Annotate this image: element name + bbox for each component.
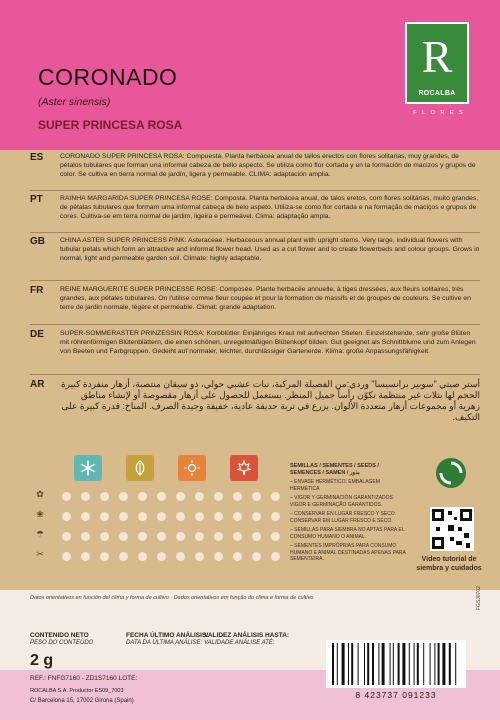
calendar-dot (252, 552, 261, 561)
calendar-dot (138, 552, 147, 561)
calendar-dot (138, 512, 147, 521)
calendar-dot (271, 552, 280, 561)
barcode-bar (382, 643, 385, 685)
calendar-dot (100, 532, 109, 541)
barcode-bar (337, 643, 338, 685)
calendar-dot (233, 492, 242, 501)
calendar-dot (157, 512, 166, 521)
calendar-dot (195, 532, 204, 541)
barcode-bar (430, 643, 431, 685)
calendar-dot (119, 512, 128, 521)
barcode-bar (378, 643, 379, 685)
side-code: FGSJ0702 (476, 586, 482, 610)
barcode-bar (332, 643, 334, 685)
leaf-icon (126, 455, 154, 481)
green-dot-recycle-icon (436, 458, 466, 488)
barcode-bar (398, 643, 400, 685)
calendar-dot (62, 512, 71, 521)
lang-description: أستر صيني "سوبير برانسيسا" وردي:من الفصيلة المركبة، نبات عشبي حولي، ذو سيقان منتصبة، أزهار منفردة كبيرة الحجم لها بتلات غير منتظمة تكوّن رأساً جميل المنظر. يستعمل للحصول على أزهار مقصوصة أو لإنشاء مناطق زهرية أو مجموعات أزهار متعددة الألوان. يزرع في تربة حديقة عادية، خفيفة وجيدة الصرف. المناخ: قدرة كبيرة على التكيف. (60, 379, 480, 422)
calendar-dot (252, 512, 261, 521)
calendar-dot (271, 492, 280, 501)
divider (30, 190, 480, 191)
lang-code: PT (30, 194, 43, 205)
calendar-dot (157, 552, 166, 561)
calendar-dot (195, 492, 204, 501)
lang-code: DE (30, 329, 44, 340)
barcode-bar (409, 643, 410, 685)
barcode-bar (442, 643, 445, 685)
latin-name: (Aster sinensis) (38, 96, 111, 108)
barcode-bar (390, 643, 391, 685)
calendar-dot (100, 512, 109, 521)
barcode-bar (367, 643, 369, 685)
qr-label (404, 555, 494, 573)
logo-letter: R (421, 31, 453, 82)
qr-code[interactable] (430, 507, 474, 551)
barcode-bar (455, 643, 456, 685)
logo-tagline: F L O R E S (413, 110, 465, 116)
calendar-dot (214, 552, 223, 561)
barcode-bar (372, 643, 374, 685)
validity-label: VALIDEZ ANÁLISIS HASTA: (204, 632, 290, 639)
barcode-bar (438, 643, 440, 685)
seed-info-line: – CONSERVAR EN LUGAR FRESCO Y SECO. CONSERVAR EM LUGAR FRESCO E SECO. (290, 511, 397, 524)
barcode-bar (364, 643, 365, 685)
qr-label-line: Vídeo tutorial de (421, 556, 477, 563)
calendar-dot (176, 512, 185, 521)
calendar-dot (62, 532, 71, 541)
calendar-dot (233, 532, 242, 541)
calendar-dot (62, 492, 71, 501)
product-title: CORONADO (38, 64, 178, 90)
barcode-bar (402, 643, 405, 685)
calendar-dot (138, 492, 147, 501)
maple-leaf-icon (230, 455, 258, 481)
barcode-number: 8 423737 091233 (355, 690, 437, 700)
qr-label-line: siembra y cuidados (416, 565, 482, 572)
calendar-dot (271, 532, 280, 541)
lang-description: CHINA ASTER SUPER PRINCESS PINK: Asteraceae. Herbaceous annual plant with upright stems. Very large, individual flowers with tubular petals which form an attractive and informal flower head. Used as a cut flower and to create flowerbeds and colour groups. Grows in normal, light and permeable garden soil. Climate: highly adaptable. (60, 237, 480, 262)
barcode-bar (434, 643, 435, 685)
barcode-bar (351, 643, 353, 685)
sun-icon (178, 455, 206, 481)
lang-code: ES (30, 152, 44, 163)
calendar-dot (233, 512, 242, 521)
lang-description: REINE MARGUERITE SUPER PRINCESSE ROSE: Composée. Plante herbacée annuelle, à tiges dressées, aux fleurs solitaires, très grandes, aux pétales tubulaires. On l'utilise comme fleur coupée et pour la formation de massifs et de groupes de couleurs. Se cultive en terre de jardin normale, légère et perméable. Climat: grande adaptation. (60, 286, 471, 311)
snowflake-icon (74, 455, 102, 481)
lang-description: CORONADO SUPER PRINCESA ROSA: Compuesta. Planta herbácea anual de tallos erectos con flores solitarias, muy grandes, de pétalos tubulares que forman una informal cabeza de bello aspecto. Se utiliza como flor cortada y en la formación de macizos y grupos de color. Se cultiva en tierra normal de jardín, ligera y permeable. CLIMA: adaptación amplia. (60, 153, 476, 178)
barcode-bar (342, 643, 345, 685)
calendar-dot (176, 492, 185, 501)
divider (30, 324, 480, 325)
calendar-dot (252, 532, 261, 541)
lang-code: GB (30, 236, 45, 247)
transplant-icon: ❀ (36, 509, 44, 519)
company-address: C/ Barcelona 15, 17002 Girona (Spain) (30, 698, 134, 704)
barcode-bar (423, 643, 424, 685)
calendar-dot (176, 532, 185, 541)
seed-info-line: – SEMENTES IMPRÓPRIAS PARA CONSUMO HUMANO E ANIMAL DESTINADAS APENAS PARA SEMENTEIRA. (290, 543, 406, 562)
calendar-dot (119, 552, 128, 561)
analysis-date-sub: DATA DA ÚLTIMA ANÁLISE: (126, 640, 203, 646)
barcode (326, 640, 466, 688)
seed-info-line: – VIGOR Y GERMINACIÓN GARANTIZADOS. VIGOR E GERMINAÇÃO GARANTIDOS. (290, 495, 395, 508)
analysis-date-label: FECHA ÚLTIMO ANÁLISIS: (126, 632, 209, 639)
company-name: ROCALBA S.A. Productor ES09_7003 (30, 688, 124, 694)
calendar-dot (214, 492, 223, 501)
seed-info-line: – SEMILLAS PARA SIEMBRA NO APTAS PARA EL CONSUMO HUMANO O ANIMAL. (290, 527, 405, 540)
barcode-bar (417, 643, 419, 685)
seed-info-line: – ENVASE HERMÉTICO. EMBALAGEM HERMÉTICA (290, 479, 380, 492)
barcode-bar (393, 643, 394, 685)
divider (30, 374, 480, 375)
calendar-dot (195, 552, 204, 561)
calendar-dot (119, 532, 128, 541)
rocalba-logo (405, 22, 469, 104)
calendar-dot (214, 512, 223, 521)
calendar-dot (157, 532, 166, 541)
sowing-calendar (30, 455, 300, 580)
calendar-dot (138, 532, 147, 541)
divider (30, 232, 480, 233)
calendar-grid (30, 489, 300, 579)
reference-code: REF.: FNFG7160 - ZD1S7160 LOTE: (30, 675, 138, 682)
divider (30, 280, 480, 281)
calendar-dot (81, 492, 90, 501)
footnote: Datos orientativos en función del clima y forma de cultivo · Dados orientativos em função do clima e forma de cultivo (30, 595, 314, 601)
seed-info-heading: SEMILLAS / SEMENTES / SEEDS / SEMENCES / SAMEN / بذور (290, 463, 379, 476)
sowing-icon: ✿ (36, 489, 44, 499)
calendar-dot (214, 532, 223, 541)
calendar-dot (252, 492, 261, 501)
barcode-bar (414, 643, 415, 685)
harvest-icon: ✂ (36, 549, 44, 559)
calendar-dot (81, 552, 90, 561)
validity-sub: VALIDADE ANÁLISE ATÉ: (204, 640, 275, 646)
seed-info (290, 463, 410, 563)
lang-code: FR (30, 285, 44, 296)
watering-icon: ☂ (35, 529, 45, 539)
calendar-dot (233, 552, 242, 561)
calendar-dot (81, 512, 90, 521)
barcode-bar (358, 643, 359, 685)
calendar-dot (100, 552, 109, 561)
calendar-dot (195, 512, 204, 521)
logo-name: ROCALBA (418, 90, 456, 97)
variety-name: SUPER PRINCESA ROSA (38, 118, 183, 132)
calendar-dot (62, 552, 71, 561)
lang-code: AR (30, 379, 45, 390)
calendar-dot (271, 512, 280, 521)
barcode-bar (449, 643, 451, 685)
calendar-dot (100, 492, 109, 501)
net-content-label: CONTENIDO NETO (30, 632, 89, 639)
lang-description: RAINHA MARGARIDA SUPER PRINCESA ROSE: Composta. Planta herbácea anual, de talos eretos, com flores solitárias, muito grandes, de pétalas tubulares que formam uma informal cabeça de belo aspeto. Utiliza-se como flor cortada e na formação de maciços e grupos de cores. Cultiva-se em terra normal de jardim, ligeira e permeável. Clima: adaptação ampla. (60, 195, 479, 220)
net-content-value: 2 g (30, 652, 54, 669)
calendar-dot (157, 492, 166, 501)
calendar-dot (119, 492, 128, 501)
calendar-dot (81, 532, 90, 541)
net-content-sub: PESO DO CONTEÚDO (30, 640, 94, 646)
lang-description: SUPER-SOMMERASTER PRINZESSIN ROSA: Korbblütler. Einjähriges Kraut mit aufrechten Stielen. Einzelstehende, sehr große Blüten mit röhrenförmigen Blütenblättern, die einen schönen, unregelmäßigen Blütenkopf bilden. Gut geeignet als Schnittblume und zum Anlegen von Beeten und Farbgruppen. Gedeiht auf normaler, leichter, durchlässiger Gartenerde. Klima: große Anpassungsfähigkeit. (60, 330, 476, 355)
calendar-dot (176, 552, 185, 561)
barcode-bar (348, 643, 349, 685)
